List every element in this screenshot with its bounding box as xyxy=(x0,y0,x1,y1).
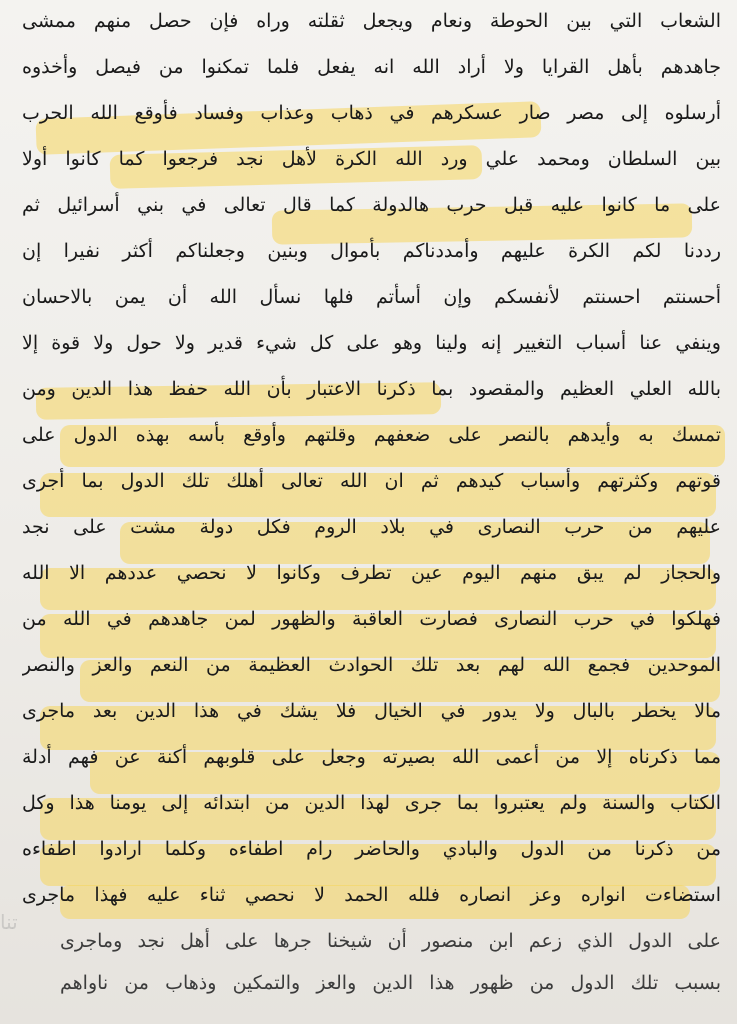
text-line: الكتاب والسنة ولم يعتبروا بما جرى لهذا الدين من ابتدائه إلى يومنا هذا وكل xyxy=(22,792,721,814)
text-line: والحجاز لم يبق منهم اليوم عين تطرف وكانوا لا نحصي عددهم الا الله xyxy=(22,562,721,584)
text-line: بالله العلي العظيم والمقصود بما ذكرنا الاعتبار بأن الله حفظ هذا الدين ومن xyxy=(22,378,721,400)
text-line: أرسلوه إلى مصر صار عسكرهم في ذهاب وعذاب وفساد فأوقع الله الحرب xyxy=(22,102,721,124)
text-line: عليهم من حرب النصارى في بلاد الروم فكل دولة مشت على نجد xyxy=(22,516,721,538)
text-line: جاهدهم بأهل القرايا ولا أراد الله انه يفعل فلما تمكنوا من فيصل وأخذوه xyxy=(22,56,721,78)
text-line: قوتهم وكثرتهم وأسباب كيدهم ثم ان الله تعالى أهلك تلك الدول بما أجرى xyxy=(22,470,721,492)
text-line: من ذكرنا من الدول والبادي والحاضر رام اطفاءه وكلما ارادوا اطفاءه xyxy=(22,838,721,860)
text-line: وينفي عنا أسباب التغيير إنه ولينا وهو على كل شيء قدير ولا حول ولا قوة إلا xyxy=(22,332,721,354)
text-line: رددنا لكم الكرة عليهم وأمددناكم بأموال وبنين وجعلناكم أكثر نفيرا إن xyxy=(22,240,721,262)
text-line: أحسنتم احسنتم لأنفسكم وإن أسأتم فلها نسأل الله أن يمن بالاحسان xyxy=(22,286,721,308)
bleed-through-text: تنا xyxy=(0,910,18,934)
text-line: على ما كانوا عليه قبل حرب هالدولة كما قال تعالى في بني أسرائيل ثم xyxy=(22,194,721,216)
text-line: الشعاب التي بين الحوطة ونعام ويجعل ثقلته وراه فإن حصل منهم ممشى xyxy=(22,10,721,32)
text-line: الموحدين فجمع الله لهم بعد تلك الحوادث العظيمة من النعم والعز والنصر xyxy=(22,654,721,676)
text-line: تمسك به وأيدهم بالنصر على ضعفهم وقلتهم وأوقع بأسه بهذه الدول على xyxy=(22,424,721,446)
text-line: على الدول الذي زعم ابن منصور أن شيخنا جرها على أهل نجد وماجرى xyxy=(60,930,721,952)
text-line: مما ذكرناه إلا من أعمى الله بصيرته وجعل على قلوبهم أكنة عن فهم أدلة xyxy=(22,746,721,768)
text-line: مالا يخطر بالبال ولا يدور في الخيال فلا يشك في هذا الدين بعد ماجرى xyxy=(22,700,721,722)
text-line: بسبب تلك الدول من ظهور هذا الدين والعز والتمكين وذهاب من ناواهم xyxy=(60,972,721,994)
text-line: فهلكوا في حرب النصارى فصارت العاقبة والظهور لمن جاهدهم في الله من xyxy=(22,608,721,630)
text-line: استضاءت انواره وعز انصاره فلله الحمد لا نحصي ثناء عليه فهذا ماجرى xyxy=(22,884,721,906)
text-line: بين السلطان ومحمد علي ورد الله الكرة لأهل نجد فرجعوا كما كانوا أولا xyxy=(22,148,721,170)
